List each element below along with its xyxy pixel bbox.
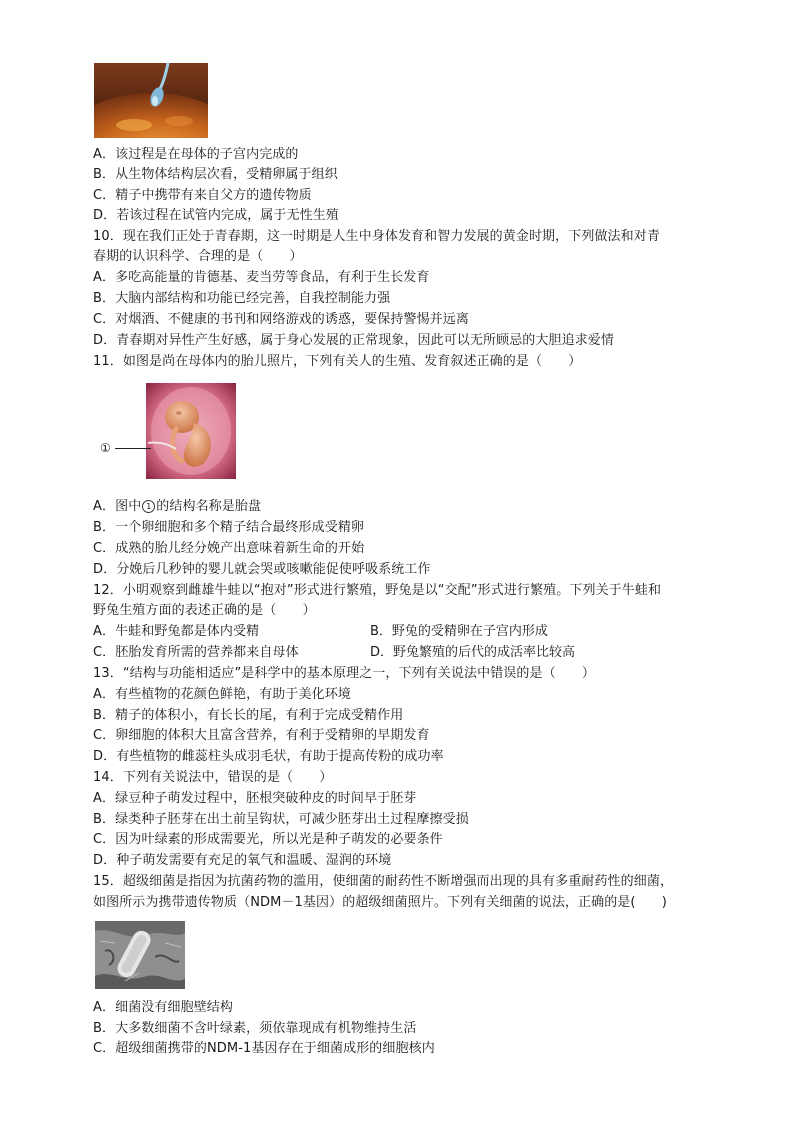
superbug-photo (95, 921, 185, 989)
q11-stem: 11．如图是尚在母体内的胎儿照片，下列有关人的生殖、发育叙述正确的是（ ） (93, 354, 582, 369)
q9-option-d: D．若该过程在试管内完成，属于无性生殖 (93, 208, 339, 223)
fetus-photo-svg (146, 383, 236, 479)
label-leader-line (115, 448, 151, 449)
q11-option-a-prefix: A．图中 (93, 499, 142, 514)
q10-option-a: A．多吃高能量的肯德基、麦当劳等食品，有利于生长发育 (93, 270, 430, 285)
q13-option-c: C．卵细胞的体积大且富含营养，有利于受精卵的早期发育 (93, 728, 430, 743)
q9-option-a: A．该过程是在母体的子宫内完成的 (93, 147, 299, 162)
q9-option-b: B．从生物体结构层次看，受精卵属于组织 (93, 167, 338, 182)
q13-option-d: D．有些植物的雌蕊柱头成羽毛状，有助于提高传粉的成功率 (93, 749, 444, 764)
fertilization-photo-svg (94, 63, 208, 138)
q11-option-a-marker: 1 (142, 500, 155, 513)
q9-option-c: C．精子中携带有来自父方的遗传物质 (93, 188, 312, 203)
q11-option-d: D．分娩后几秒钟的婴儿就会哭或咳嗽能促使呼吸系统工作 (93, 562, 431, 577)
q10-option-c: C．对烟酒、不健康的书刊和网络游戏的诱惑，要保持警惕并远离 (93, 312, 469, 327)
q11-option-c: C．成熟的胎儿经分娩产出意味着新生命的开始 (93, 541, 365, 556)
q14-option-d: D．种子萌发需要有充足的氧气和温暖、湿润的环境 (93, 853, 392, 868)
q10-option-d: D．青春期对异性产生好感，属于身心发展的正常现象，因此可以无所顾忌的大胆追求爱情 (93, 333, 615, 348)
q12-option-a: A．牛蛙和野兔都是体内受精 (93, 624, 260, 639)
q10-stem-line1: 10．现在我们正处于青春期，这一时期是人生中身体发育和智力发展的黄金时期，下列做法和对青 (93, 229, 660, 244)
q15-option-b: B．大多数细菌不含叶绿素，须依靠现成有机物维持生活 (93, 1021, 417, 1036)
q13-option-b: B．精子的体积小，有长长的尾，有利于完成受精作用 (93, 708, 404, 723)
q13-stem: 13．“结构与功能相适应”是科学中的基本原理之一，下列有关说法中错误的是（ ） (93, 666, 596, 681)
q15-option-c: C．超级细菌携带的NDM-1基因存在于细菌成形的细胞核内 (93, 1041, 435, 1056)
q14-option-a: A．绿豆种子萌发过程中，胚根突破种皮的时间早于胚芽 (93, 791, 417, 806)
q11-option-b: B．一个卵细胞和多个精子结合最终形成受精卵 (93, 520, 365, 535)
q15-option-a: A．细菌没有细胞壁结构 (93, 1000, 233, 1015)
q14-stem: 14．下列有关说法中，错误的是（ ） (93, 770, 333, 785)
q12-option-c: C．胚胎发育所需的营养都来自母体 (93, 645, 299, 660)
q10-option-b: B．大脑内部结构和功能已经完善，自我控制能力强 (93, 291, 391, 306)
umbilical-label: ① (100, 441, 111, 455)
q12-stem-line1: 12．小明观察到雌雄牛蛙以“抱对”形式进行繁殖，野兔是以“交配”形式进行繁殖。下列关于牛蛙和 (93, 583, 662, 598)
q13-option-a: A．有些植物的花颜色鲜艳，有助于美化环境 (93, 687, 351, 702)
q12-stem-line2: 野兔生殖方面的表述正确的是（ ） (93, 603, 316, 618)
q10-stem-line2: 春期的认识科学、合理的是（ ） (93, 249, 303, 264)
superbug-photo-svg (95, 921, 185, 989)
q11-option-a-text: 的结构名称是胎盘 (156, 499, 262, 514)
q12-option-d: D．野兔繁殖的后代的成活率比较高 (370, 645, 576, 660)
q15-stem-line1: 15．超级细菌是指因为抗菌药物的滥用，使细菌的耐药性不断增强而出现的具有多重耐药性的细菌， (93, 874, 674, 889)
q14-option-b: B．绿类种子胚芽在出土前呈钩状，可减少胚芽出土过程摩擦受损 (93, 812, 469, 827)
fetus-photo (146, 383, 236, 479)
q11-option-a (93, 497, 261, 517)
q14-option-c: C．因为叶绿素的形成需要光，所以光是种子萌发的必要条件 (93, 832, 443, 847)
q15-stem-line2: 如图所示为携带遗传物质（NDM－1基因）的超级细菌照片。下列有关细菌的说法，正确的是( ) (93, 895, 667, 910)
q12-option-b: B．野兔的受精卵在子宫内形成 (370, 624, 548, 639)
fertilization-photo (94, 63, 208, 138)
